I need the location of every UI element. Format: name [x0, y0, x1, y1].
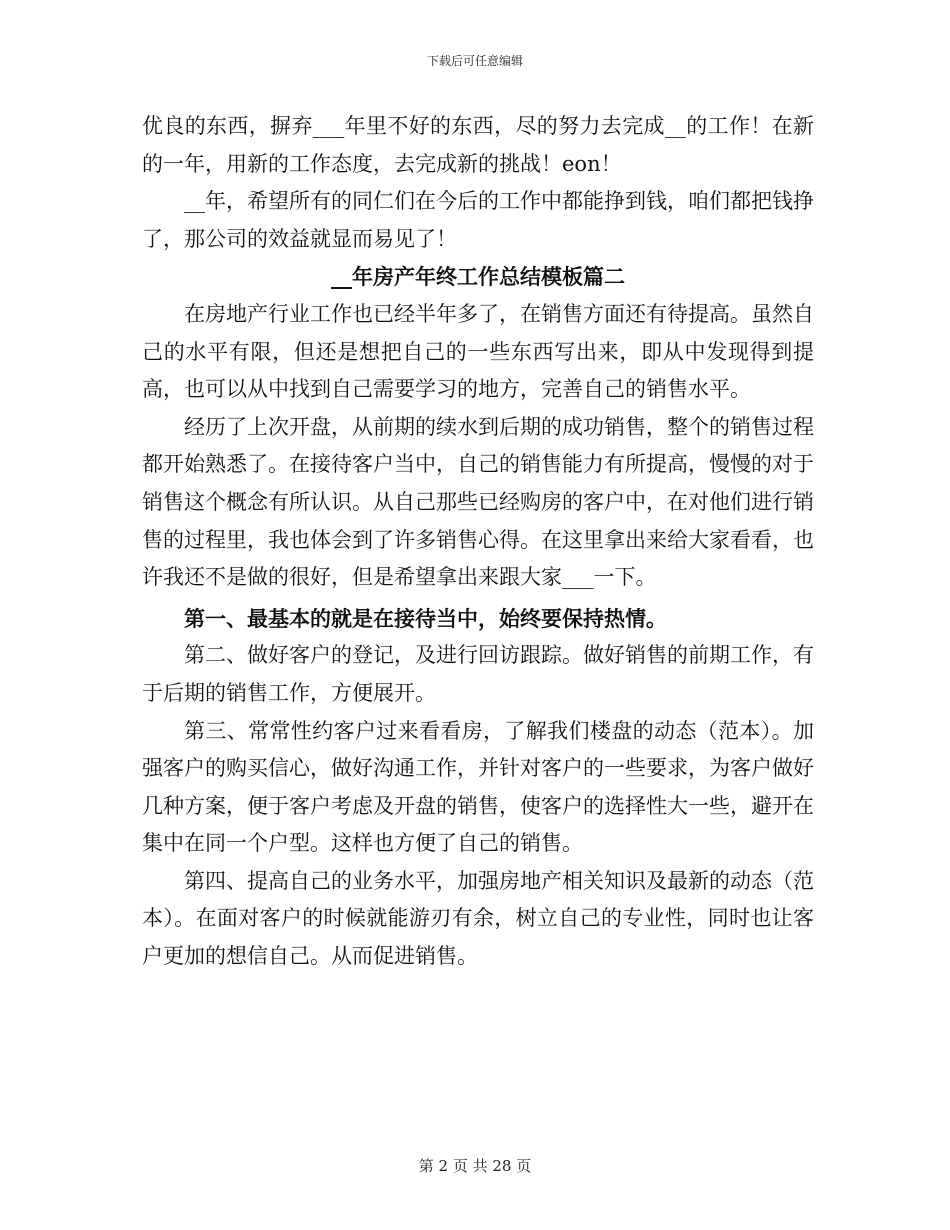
page-header: 下载后可任意编辑: [426, 54, 523, 68]
page-footer: 第 2 页 共 28 页: [418, 1157, 532, 1175]
paragraph-wish: __年，希望所有的同仁们在今后的工作中都能挣到钱，咱们都把钱挣了，那公司的效益就显而易见了！: [142, 189, 814, 251]
paragraph-intro: 在房地产行业工作也已经半年多了，在销售方面还有待提高。虽然自己的水平有限，但还是想把自己的一些东西写出来，即从中发现得到提高，也可以从中找到自己需要学习的地方，完善自己的销售水平。: [142, 301, 814, 402]
section-title: __年房产年终工作总结模板篇二: [331, 264, 625, 290]
point-fourth: 第四、提高自己的业务水平，加强房地产相关知识及最新的动态（范本）。在面对客户的时候就能游刃有余，树立自己的专业性，同时也让客户更加的想信自己。从而促进销售。: [142, 868, 814, 969]
paragraph-experience: 经历了上次开盘，从前期的续水到后期的成功销售，整个的销售过程都开始熟悉了。在接待客户当中，自己的销售能力有所提高，慢慢的对于销售这个概念有所认识。从自己那些已经购房的客户中，在对他们进行销售的过程里，我也体会到了许多销售心得。在这里拿出来给大家看看，也许我还不是做的很好，但是希望拿出来跟大家___一下。: [142, 414, 814, 590]
document-body: [142, 108, 814, 976]
point-third: 第三、常常性约客户过来看看房，了解我们楼盘的动态（范本）。加强客户的购买信心，做好沟通工作，并针对客户的一些要求，为客户做好几种方案，便于客户考虑及开盘的销售，使客户的选择性大一些，避开在集中在同一个户型。这样也方便了自己的销售。: [142, 718, 814, 856]
paragraph-continuation: 优良的东西，摒弃___年里不好的东西，尽的努力去完成__的工作！在新的一年，用新的工作态度，去完成新的挑战！eon！: [142, 114, 814, 176]
point-first: 第一、最基本的就是在接待当中，始终要保持热情。: [184, 605, 667, 631]
point-second: 第二、做好客户的登记，及进行回访跟踪。做好销售的前期工作，有于后期的销售工作，方便展开。: [142, 643, 814, 705]
